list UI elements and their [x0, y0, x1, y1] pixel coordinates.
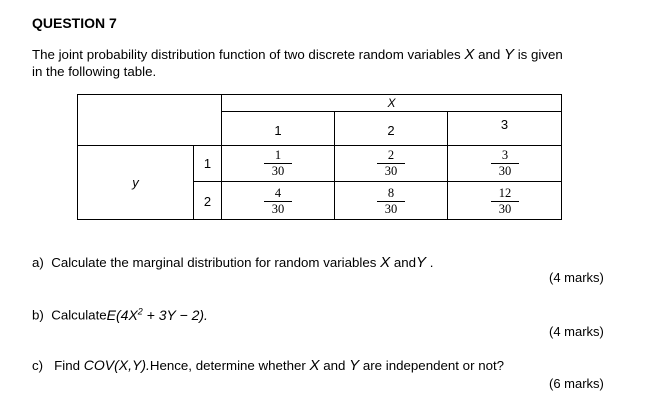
part-a-var-x: X: [380, 254, 391, 271]
fraction-denominator: 30: [498, 164, 512, 178]
part-c: [32, 357, 504, 374]
part-b: [32, 306, 208, 323]
fraction-1-2: [371, 149, 411, 178]
y-value-cell: [194, 182, 222, 220]
fraction-denominator: 30: [498, 202, 512, 216]
fraction-denominator: 30: [384, 164, 398, 178]
joint-distribution-table: [77, 94, 562, 220]
fraction-2-2: [371, 187, 411, 216]
part-a: [32, 254, 433, 271]
part-a-label: a): [32, 255, 44, 270]
fraction-1-3: [485, 149, 525, 178]
part-c-text: Find: [54, 358, 81, 373]
fraction-denominator: 30: [271, 164, 285, 178]
fraction-numerator: 3: [501, 148, 509, 162]
part-b-text: Calculate: [51, 307, 107, 323]
part-a-end: .: [429, 255, 434, 270]
x-value-2: 2: [387, 123, 395, 138]
part-b-expr-a: E(4X: [106, 306, 138, 323]
intro-text-b: is given: [517, 47, 563, 62]
part-a-var-y: Y: [416, 254, 427, 271]
part-c-label: c): [32, 358, 44, 373]
part-b-expr-b: + 3Y − 2).: [142, 306, 208, 323]
y-value-cell: [194, 146, 222, 182]
y-variable-header: [78, 146, 194, 220]
x-value-cell: [222, 112, 335, 146]
fraction-numerator: 12: [498, 186, 512, 200]
y-value-1: 1: [203, 156, 212, 171]
part-c-rest-a: Hence, determine whether: [149, 358, 306, 373]
part-c-and: and: [323, 358, 346, 373]
intro-line-1: [32, 46, 563, 63]
fraction-numerator: 8: [387, 186, 395, 200]
x-value-cell: [448, 112, 562, 146]
part-b-exponent: 2: [137, 306, 143, 316]
probability-cell: [222, 146, 335, 182]
y-variable-label: y: [132, 175, 139, 190]
part-b-expression: [107, 307, 208, 323]
x-value-cell: [335, 112, 448, 146]
probability-cell: [448, 146, 562, 182]
part-c-expression: COV(X,Y).: [83, 357, 150, 373]
part-c-rest-b: are independent or not?: [362, 358, 505, 373]
x-variable-header: [222, 95, 562, 112]
intro-and: and: [478, 47, 501, 62]
part-c-var-x: X: [309, 357, 320, 374]
probability-cell: [335, 182, 448, 220]
fraction-numerator: 1: [274, 148, 282, 162]
question-heading: QUESTION 7: [32, 15, 117, 31]
fraction-2-3: [485, 187, 525, 216]
probability-cell: [222, 182, 335, 220]
x-value-1: 1: [274, 123, 282, 138]
fraction-2-1: [258, 187, 298, 216]
probability-cell: [448, 182, 562, 220]
fraction-1-1: [258, 149, 298, 178]
part-b-marks: (4 marks): [549, 324, 604, 339]
fraction-denominator: 30: [384, 202, 398, 216]
fraction-numerator: 2: [387, 148, 395, 162]
part-a-marks: (4 marks): [549, 270, 604, 285]
x-value-3: 3: [500, 117, 509, 132]
intro-var-x: X: [464, 46, 475, 63]
intro-text-a: The joint probability distribution function of two discrete random variables: [32, 47, 461, 62]
part-a-and: and: [393, 255, 417, 270]
x-variable-label: X: [387, 96, 396, 110]
y-value-2: 2: [203, 194, 212, 209]
fraction-numerator: 4: [274, 186, 282, 200]
fraction-denominator: 30: [271, 202, 285, 216]
table-corner-cell: [78, 95, 222, 146]
part-c-var-y: Y: [349, 357, 360, 374]
probability-cell: [335, 146, 448, 182]
part-a-text: Calculate the marginal distribution for random variables: [51, 255, 377, 270]
intro-var-y: Y: [504, 46, 515, 63]
part-b-label: b): [32, 307, 44, 323]
part-c-marks: (6 marks): [549, 376, 604, 391]
intro-line-2: in the following table.: [32, 64, 157, 79]
